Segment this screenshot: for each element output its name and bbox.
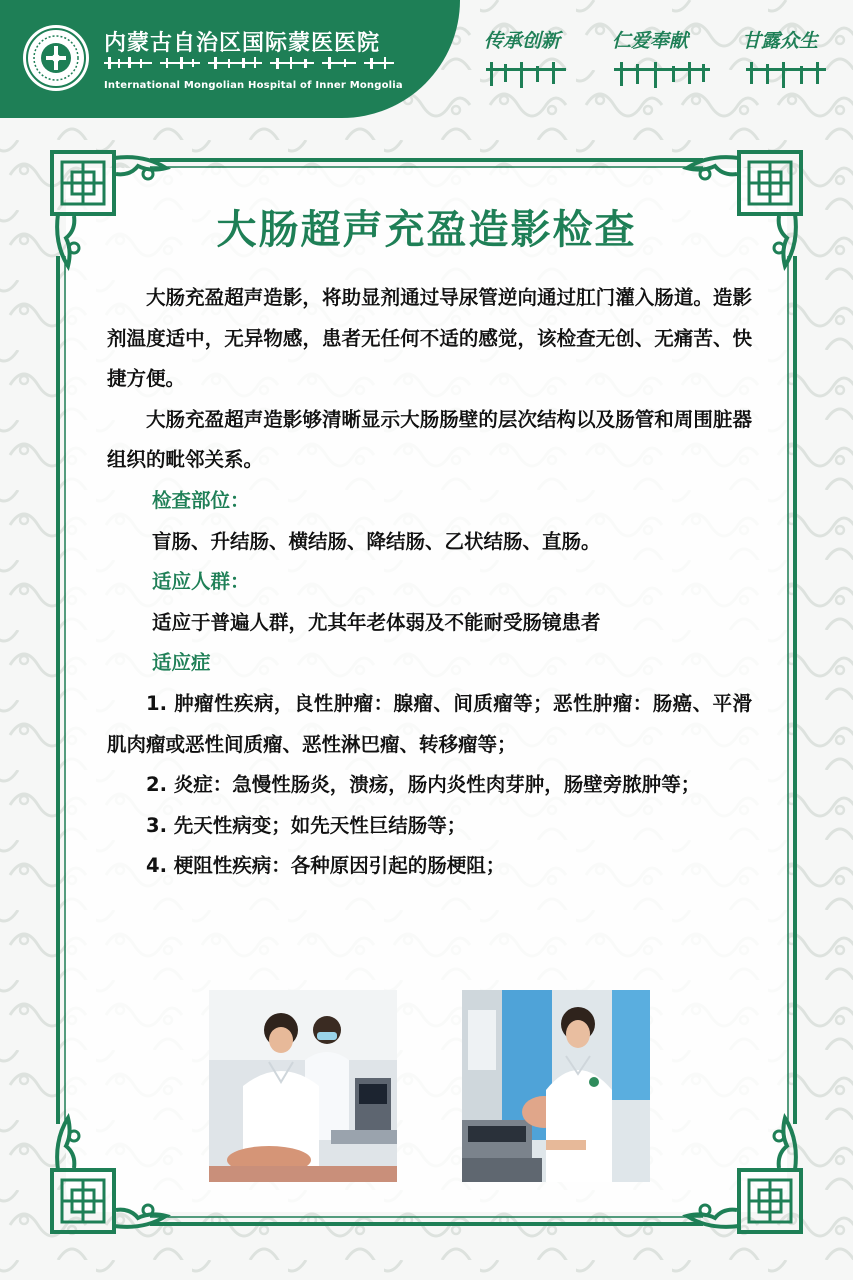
mongolian-script-name bbox=[104, 56, 396, 70]
indication-item-3: 3. 先天性病变；如先天性巨结肠等； bbox=[146, 813, 467, 837]
section-heading-population: 适应人群： bbox=[152, 570, 250, 594]
slogan-3: 甘露众生 bbox=[742, 30, 819, 52]
hospital-name-en: International Mongolian Hospital of Inner Mongolia bbox=[104, 80, 403, 91]
slogan-2-mongolian bbox=[614, 60, 710, 90]
slogan-1: 传承创新 bbox=[484, 30, 561, 52]
hospital-name-cn: 内蒙古自治区国际蒙医医院 bbox=[104, 31, 381, 56]
exam-photo-1 bbox=[209, 990, 397, 1182]
indication-item-4: 4. 梗阻性疾病：各种原因引起的肠梗阻； bbox=[146, 854, 506, 878]
indication-item-1: 1. 肿瘤性疾病，良性肿瘤：腺瘤、间质瘤等；恶性肿瘤：肠癌、平滑肌肉瘤或恶性间质瘤、恶性淋巴瘤、转移瘤等； bbox=[107, 691, 752, 756]
page-title: 大肠超声充盈造影检查 bbox=[216, 207, 637, 253]
section-heading-indications: 适应症 bbox=[152, 651, 211, 675]
hospital-emblem-icon bbox=[22, 24, 90, 92]
indication-item-2: 2. 炎症：急慢性肠炎，溃疡，肠内炎性肉芽肿，肠壁旁脓肿等； bbox=[146, 773, 701, 797]
section-body-site: 盲肠、升结肠、横结肠、降结肠、乙状结肠、直肠。 bbox=[152, 529, 601, 553]
intro-paragraph-2: 大肠充盈超声造影够清晰显示大肠肠壁的层次结构以及肠管和周围脏器组织的毗邻关系。 bbox=[107, 407, 752, 472]
section-body-population: 适应于普遍人群，尤其年老体弱及不能耐受肠镜患者 bbox=[152, 610, 601, 634]
slogan-3-mongolian bbox=[746, 60, 826, 90]
exam-photo-2 bbox=[462, 990, 650, 1182]
content-body bbox=[107, 278, 752, 887]
section-heading-site: 检查部位： bbox=[152, 488, 250, 512]
slogan-2: 仁爱奉献 bbox=[612, 30, 689, 52]
intro-paragraph-1: 大肠充盈超声造影，将助显剂通过导尿管逆向通过肛门灌入肠道。造影剂温度适中，无异物感，患者无任何不适的感觉，该检查无创、无痛苦、快捷方便。 bbox=[107, 286, 752, 391]
slogan-1-mongolian bbox=[486, 60, 566, 90]
